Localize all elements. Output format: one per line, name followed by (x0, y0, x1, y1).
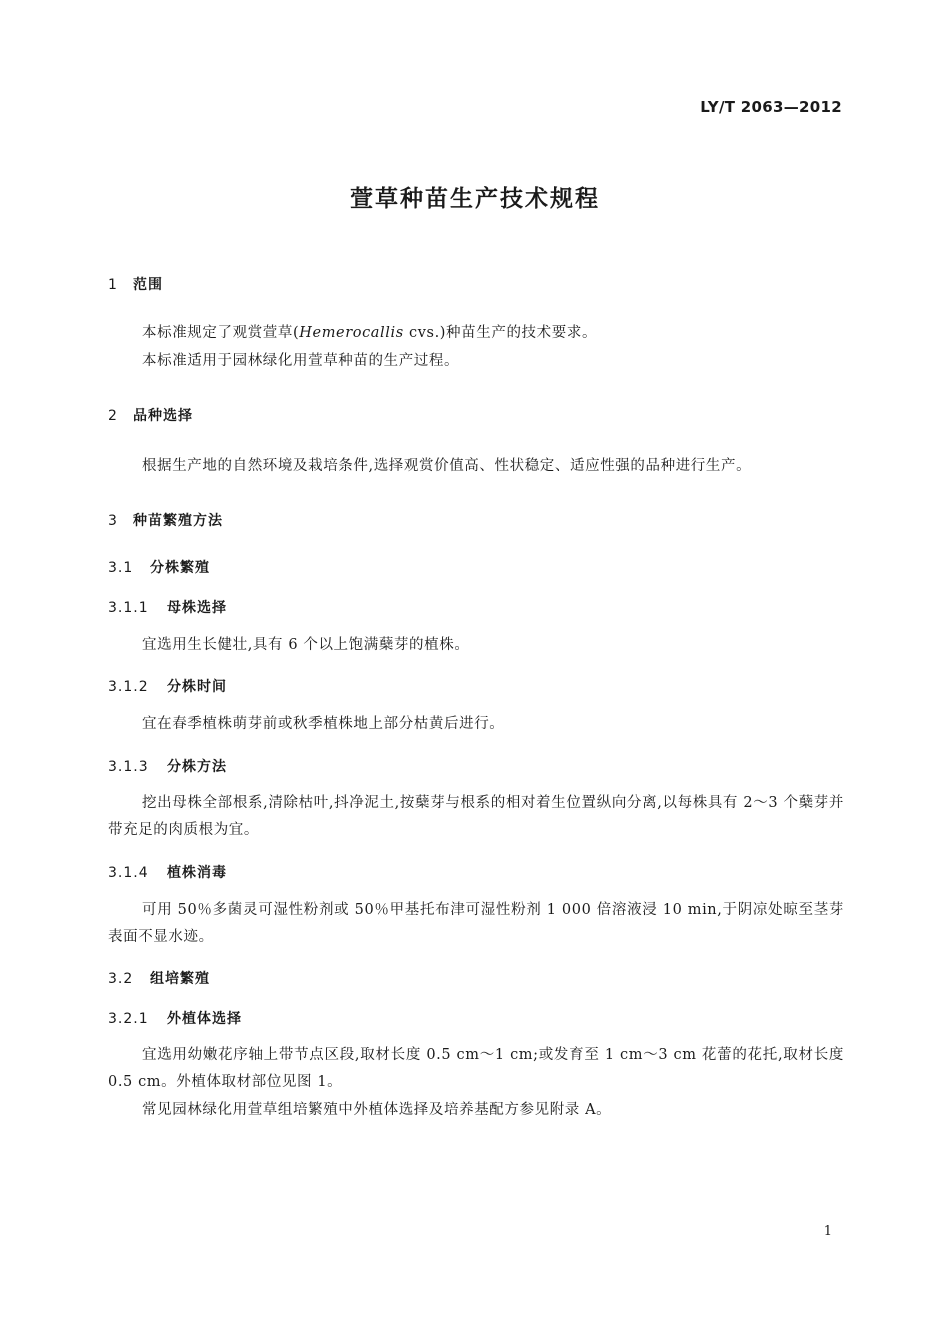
section-3-1-4-heading (108, 862, 227, 882)
paragraph-disinfection: 可用 50％多菌灵可湿性粉剂或 50％甲基托布津可湿性粉剂 1 000 倍溶液浸 10 min,于阴凉处晾至茎芽表面不显水迹。 (108, 902, 844, 945)
section-2-heading (108, 405, 193, 425)
paragraph-explant-2: 常见园林绿化用萱草组培繁殖中外植体选择及培养基配方参见附录 A。 (142, 1102, 612, 1118)
section-title: 品种选择 (133, 408, 193, 424)
paragraph-scope-2: 本标准适用于园林绿化用萱草种苗的生产过程。 (142, 353, 460, 369)
section-3-1-3-heading (108, 756, 227, 776)
page-number: 1 (823, 1224, 832, 1239)
section-number: 2 (108, 408, 118, 424)
document-title: 萱草种苗生产技术规程 (350, 186, 600, 212)
section-number: 3.2 (108, 971, 134, 987)
section-title: 分株繁殖 (150, 560, 210, 576)
paragraph-scope-1: 本标准规定了观赏萱草(Hemerocallis cvs.)种苗生产的技术要求。 (142, 325, 598, 341)
section-3-1-heading (108, 557, 210, 577)
section-title: 分株方法 (167, 759, 227, 775)
paragraph-variety: 根据生产地的自然环境及栽培条件,选择观赏价值高、性状稳定、适应性强的品种进行生产。 (142, 458, 752, 474)
section-number: 3 (108, 513, 118, 529)
section-number: 3.1.4 (108, 865, 149, 881)
section-title: 外植体选择 (167, 1011, 242, 1027)
paragraph-explant-1: 宜选用幼嫩花序轴上带节点区段,取材长度 0.5 cm～1 cm;或发育至 1 cm～3 cm 花蕾的花托,取材长度 0.5 cm。外植体取材部位见图 1。 (108, 1047, 844, 1090)
paragraph-division-time: 宜在春季植株萌芽前或秋季植株地上部分枯黄后进行。 (142, 716, 505, 732)
section-3-2-heading (108, 968, 210, 988)
section-number: 3.1 (108, 560, 134, 576)
section-title: 植株消毒 (167, 865, 227, 881)
paragraph-mother-plant: 宜选用生长健壮,具有 6 个以上饱满蘖芽的植株。 (142, 637, 470, 653)
standard-code: LY/T 2063—2012 (700, 98, 842, 116)
section-number: 3.2.1 (108, 1011, 149, 1027)
section-title: 分株时间 (167, 679, 227, 695)
section-title: 范围 (133, 277, 163, 293)
section-number: 1 (108, 277, 118, 293)
paragraph-division-method: 挖出母株全部根系,清除枯叶,抖净泥土,按蘖芽与根系的相对着生位置纵向分离,以每株具有 2～3 个蘖芽并带充足的肉质根为宜。 (108, 795, 844, 838)
section-number: 3.1.3 (108, 759, 149, 775)
section-title: 组培繁殖 (150, 971, 210, 987)
section-title: 种苗繁殖方法 (133, 513, 223, 529)
section-number: 3.1.2 (108, 679, 149, 695)
section-3-1-2-heading (108, 676, 227, 696)
section-number: 3.1.1 (108, 600, 149, 616)
section-title: 母株选择 (167, 600, 227, 616)
section-3-2-1-heading (108, 1008, 242, 1028)
section-3-heading (108, 510, 223, 530)
latin-name: Hemerocallis (299, 325, 404, 341)
section-1-heading (108, 274, 163, 294)
section-3-1-1-heading (108, 597, 227, 617)
